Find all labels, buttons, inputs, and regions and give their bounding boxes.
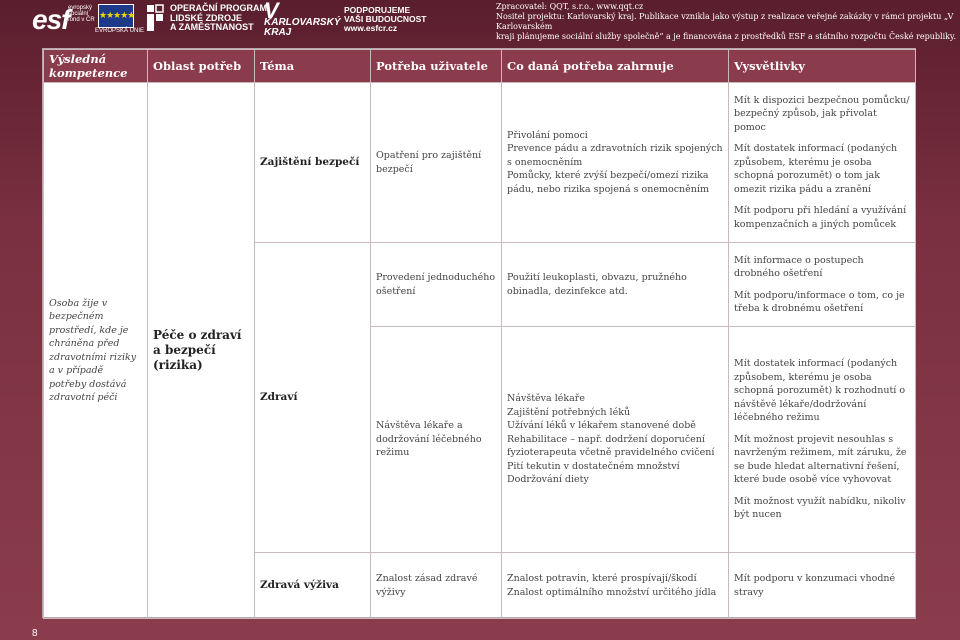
- notes-cell: [729, 243, 916, 327]
- area-cell: Péče o zdraví a bezpečí (rizika): [148, 83, 255, 619]
- kraj-logo-mark-icon: V: [264, 0, 279, 23]
- topic-cell: Zdraví: [255, 243, 371, 553]
- includes-line: Dodržování diety: [507, 474, 589, 486]
- note-paragraph: Mít dostatek informací (podaných způsobem, kterému je osoba schopná porozumět) o tom jak omezit rizika pádu a zranění: [734, 143, 898, 195]
- need-cell: Znalost zásad zdravé výživy: [371, 553, 502, 619]
- eu-label: EVROPSKÁ UNIE: [95, 28, 145, 34]
- kraj-line: KARLOVARSKÝ: [264, 17, 341, 28]
- includes-cell: Použití leukoplasti, obvazu, pružného obinadla, dezinfekce atd.: [502, 243, 729, 327]
- note-paragraph: Mít informace o postupech drobného ošetření: [734, 254, 864, 279]
- topic-cell: Zdravá výživa: [255, 553, 371, 619]
- page-number: 8: [32, 628, 38, 639]
- op-line: A ZAMĚSTNANOST: [170, 22, 254, 32]
- credit-line: kraji plánujeme sociální služby společně“ a je financována z prostředků ESF a státního rozpočtu České republiky.: [496, 32, 956, 41]
- needs-table-container: [42, 48, 916, 618]
- notes-cell: [729, 83, 916, 243]
- includes-cell: [502, 83, 729, 243]
- credit-text: [496, 2, 956, 42]
- header-includes: Co daná potřeba zahrnuje: [502, 50, 729, 83]
- esf-logo: esf: [32, 4, 70, 35]
- op-logo-text: [170, 4, 267, 33]
- esf-sub-line: sociální: [68, 11, 89, 17]
- pv-line: PODPORUJEME: [344, 5, 411, 15]
- esf-sub-text: [68, 5, 96, 23]
- pv-line: VAŠI BUDOUCNOST: [344, 14, 427, 24]
- eu-flag-icon: ★★★★★: [98, 4, 134, 28]
- includes-line: Návštěva lékaře: [507, 393, 585, 405]
- includes-line: Přivolání pomoci: [507, 129, 588, 141]
- includes-cell: [502, 553, 729, 619]
- credit-line: Nositel projektu: Karlovarský kraj. Publikace vznikla jako výstup z realizace veřejné zakázky v rámci projektu „V Karlovarském: [496, 12, 954, 31]
- esf-sub-line: evropský: [68, 5, 93, 11]
- op-logo-icon: [146, 4, 164, 32]
- note-paragraph: Mít podporu/informace o tom, co je třeba k drobnému ošetření: [734, 289, 905, 314]
- includes-line: Užívání léků v lékařem stanovené době: [507, 420, 696, 432]
- includes-line: Rehabilitace – např. dodržení doporučení fyzioterapeuta včetně pravidelného cvičení: [507, 433, 715, 459]
- op-line: OPERAČNÍ PROGRAM: [170, 3, 268, 13]
- need-cell: Návštěva lékaře a dodržování léčebného režimu: [371, 327, 502, 553]
- podporujeme-logo: [344, 6, 427, 33]
- notes-cell: Mít podporu v konzumaci vhodné stravy: [729, 553, 916, 619]
- need-cell: Opatření pro zajištění bezpečí: [371, 83, 502, 243]
- includes-line: s onemocněním: [507, 156, 583, 168]
- need-cell: Provedení jednoduchého ošetření: [371, 243, 502, 327]
- header-notes: Vysvětlivky: [729, 50, 916, 83]
- needs-table: [43, 49, 916, 619]
- includes-line: Znalost optimálního množství určitého jídla: [507, 586, 717, 598]
- includes-cell: [502, 327, 729, 553]
- header-area: Oblast potřeb: [148, 50, 255, 83]
- credit-line: Zpracovatel: QQT, s.r.o., www.qqt.cz: [496, 2, 644, 11]
- note-paragraph: Mít dostatek informací (podaných způsobem, kterému je osoba schopná porozumět) k rozhodnutí o návštěvě lékaře/dodržování léčebného režimu: [734, 358, 906, 424]
- includes-line: Prevence pádu a zdravotních rizik spojených: [507, 143, 723, 155]
- includes-line: Zajištění potřebných léků: [507, 406, 631, 418]
- kraj-line: KRAJ: [264, 27, 292, 38]
- header-competence: Výsledná kompetence: [44, 50, 148, 83]
- competence-cell: Osoba žije v bezpečném prostředí, kde je chráněna před zdravotními riziky a v případě potřeby dostává zdravotní péči: [44, 83, 148, 619]
- note-paragraph: Mít podporu při hledání a využívání kompenzačních a jiných pomůcek: [734, 205, 907, 230]
- header-bar: [0, 0, 960, 40]
- note-paragraph: Mít možnost projevit nesouhlas s navrženým režimem, mít záruku, že se bude hledat alternativní řešení, které bude osobě více vyhovovat: [734, 433, 907, 486]
- includes-line: Pití tekutin v dostatečném množství: [507, 460, 680, 472]
- karlovarsky-kraj-logo: [264, 0, 341, 38]
- header-topic: Téma: [255, 50, 371, 83]
- note-paragraph: Mít k dispozici bezpečnou pomůcku/ bezpečný způsob, jak přivolat pomoc: [734, 94, 910, 133]
- table-row: [44, 83, 916, 243]
- pv-link[interactable]: www.esfcr.cz: [344, 23, 398, 33]
- topic-cell: Zajištění bezpečí: [255, 83, 371, 243]
- notes-cell: [729, 327, 916, 553]
- table-header-row: [44, 50, 916, 83]
- includes-line: Znalost potravin, které prospívají/škodí: [507, 573, 697, 584]
- op-line: LIDSKÉ ZDROJE: [170, 12, 243, 23]
- header-need: Potřeba uživatele: [371, 50, 502, 83]
- includes-line: Pomůcky, které zvýší bezpečí/omezí rizika pádu, nebo rizika spojená s onemocněním: [507, 170, 709, 195]
- esf-sub-line: fond v ČR: [68, 17, 95, 23]
- note-paragraph: Mít možnost využít nabídku, nikoliv být nucen: [734, 495, 906, 521]
